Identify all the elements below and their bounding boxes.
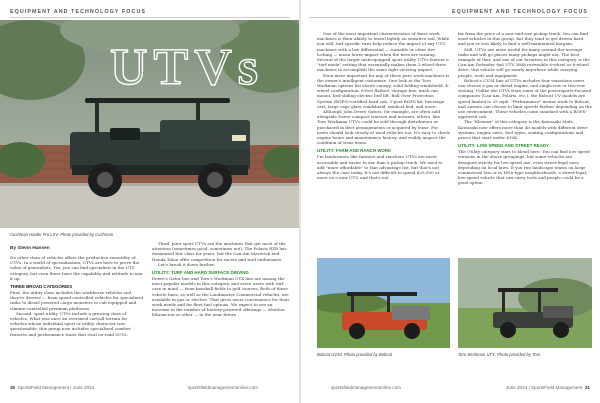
left-column-1: [10, 255, 144, 337]
right-page: [301, 0, 600, 403]
issue-date: June 2024: [72, 385, 95, 390]
header-rule: [10, 17, 290, 18]
page-number: 30: [10, 385, 16, 390]
hero-caption: Cushman Hauler Pro LSV. Photo provided by Cushman: [10, 232, 114, 237]
paragraph: Second, sport utility UTVs include a growing class of vehicles. What was once an oversized cart/all-terrain for vehicles whose individual sport or utility character was questionable, this group now includes specialized comfort features and performance traits that rival on-road SUVs.: [10, 310, 131, 337]
toro-photo: [458, 258, 592, 348]
paragraph: Bobcat's UV34 line of UTVs includes four variations users can choose a gas or diesel engine, and single-row or two-row seating. Unlike the UTVs from some of the powersports-focused companies (Can-Am, Polaris, etc.), the Bobcat UV models are speed limited to 25 mph. "Performance" means work to Bobcat, and owners can choose to limit speeds further depending on the use environment. These vehicles come standard with a ROPS-approved cab.: [458, 77, 592, 120]
subhead: THREE BROAD CATEGORIES: [10, 284, 73, 290]
right-column-2: [458, 31, 592, 186]
paragraph: Even more important for any of these pure work machines is the owner's intelligent customize. One look at the Toro Workman options list shows canopy, solid folding windshield, 4-wheel configuration, 6-foot flatbed, storage box, trash can mount, bed-sliding electric bed lift, Roll Over Protection System (ROPS)-certified hard cab, 2-post ROPS kit, beverage cart, large cage glass windshield, medical bed, and more.: [317, 72, 450, 109]
footer-url[interactable]: sportsfieldmanagementonline.com: [188, 385, 258, 390]
paragraph: Let's break it down further.: [158, 261, 215, 267]
page-footer: 30 SportsField Management | June 2024: [10, 385, 95, 390]
hero-title: UTVs: [110, 39, 265, 96]
subhead: UTILITY: TURF AND HARD SURFACE DRIVING: [152, 270, 249, 276]
paragraph: The Utility category start to blend here. You can find low speed versions in the above groupings, but some vehicles are designed strictly for low-speed use, even street-legal ones depending on local laws. If you run landscape teams on large commercial lots or in HOA-type neighborhoods, a street-legal, low-speed vehicle that can carry tools and people could be a good option.: [458, 149, 590, 186]
header-rule: [309, 17, 589, 18]
bobcat-photo: [317, 258, 450, 348]
footer-url[interactable]: sportsfieldmanagementonline.com: [331, 385, 401, 390]
paragraph: One of the most important characteristics of these work machines is their ability to travel lightly on sensitive soil. While you will, turf specific tires help reduce the impact of any UTV, machines with a low differential — turnable or other tire locking — mean lower impact when the tires are turning. Several of the larger task-equipped sport utility UTVs feature a "turf mode" setting that essentially makes them 2-wheel-drive machines to accomplish the same tight steering impact.: [317, 31, 450, 73]
paragraph: Deere's Gator line and Toro's Workman UTX line are among the most popular models in this category, and serve users with turf care in mind — from baseball fields to golf courses. Both of these vehicle lines, as well as the Landmaster Commercial vehicles, are available in gas or electric. That gives users convenience for their work needs and for fleet fuel options. We expect to see an increase in the number of battery-powered offerings — whether lithium-ion or other — in the near future.: [152, 276, 290, 318]
left-page: [0, 0, 299, 403]
page-footer: June 2024 | SportsField Management 31: [505, 385, 590, 390]
magazine-name: SportsField Management: [17, 385, 70, 390]
subhead: UTILITY: FARM AND RANCH WORK: [317, 148, 392, 154]
left-column-2: [152, 241, 290, 318]
hero-photo: [0, 20, 299, 228]
bobcat-caption: Bobcat UV34. Photo provided by Bobcat: [317, 352, 392, 357]
section-header: EQUIPMENT AND TECHNOLOGY FOCUS: [10, 9, 146, 15]
paragraph: No other class of vehicles offers the productive versatility of UTVs. In a world of specialization, UTVs are here to prove the value of generalists. Yes, you can find specialists in the UTV category, but even those have the capability and attitude to mix it up.: [10, 255, 143, 281]
paragraph: I'm landowners like farmers and ranchers UTVs are more accessible and easier to use than a pickup truck. We used to add "more affordable" to that advantage list, but that's not always the case today. It's not difficult to spend $25,000 or more on a new UTV, and that's not: [317, 154, 443, 181]
paragraph: First, the utility class includes the workhorse vehicles and they're diverse — from speed-controlled vehicles for specialized tasks to diesel powered cargo monsters to cab-equipped and climate-controlled premium platforms.: [10, 290, 144, 311]
page-number: 31: [584, 385, 590, 390]
paragraph: The "Kleenex" of this category is the Kawasaki Mule. Kawasaki now offers more than 40 models with different drive systems, engine sizes, fuel types, seating configurations and prices that start under $10K.: [458, 119, 588, 141]
paragraph: Third, pure sport UTVs are the machines that get most of the attention (sometimes good, sometimes not). The Polaris RZR has dominated this class for years, but the Can-Am Maverick and Honda Talon offer competition for racers and trail enthusiasts.: [152, 241, 287, 262]
magazine-name: SportsField Management: [530, 385, 583, 390]
paragraph: far from the price of a new mid-size pickup truck. You can find used vehicles in this group, but they tend to get driven hard, and you're less likely to find a well-maintained bargain.: [458, 31, 588, 47]
section-header: EQUIPMENT AND TECHNOLOGY FOCUS: [452, 9, 588, 15]
right-column-1: [317, 31, 450, 180]
issue-date: June 2024: [505, 385, 528, 390]
byline: By Glenn Hansen: [10, 246, 50, 251]
toro-caption: Toro Workman UTX. Photo provided by Toro: [458, 352, 541, 357]
paragraph: Still, UTVs are more useful for many around-the-acreage tasks and will go places many pickups might not. The best example of that, and one of our favorites in this category, is the Can-Am Defender 6x6 UTV. With reversible 6-wheel or 6-wheel drive, this vehicle will go nearly anywhere while carrying people, tools and equipment.: [458, 46, 590, 78]
paragraph: Although John Deere Gators, for example, are often sold alongside Deere compact tractors and mowers, others, like Toro Workman UTVs could be sold through distributors or purchased in fleet arrangements or acquired by lease. For users should look closely at used vehicles too. It's easy to check engine hours and maintenance history, and visibly inspect the condition of wear items.: [317, 109, 450, 146]
subhead: UTILITY: LOW SPEED AND STREET READY: [458, 143, 549, 149]
